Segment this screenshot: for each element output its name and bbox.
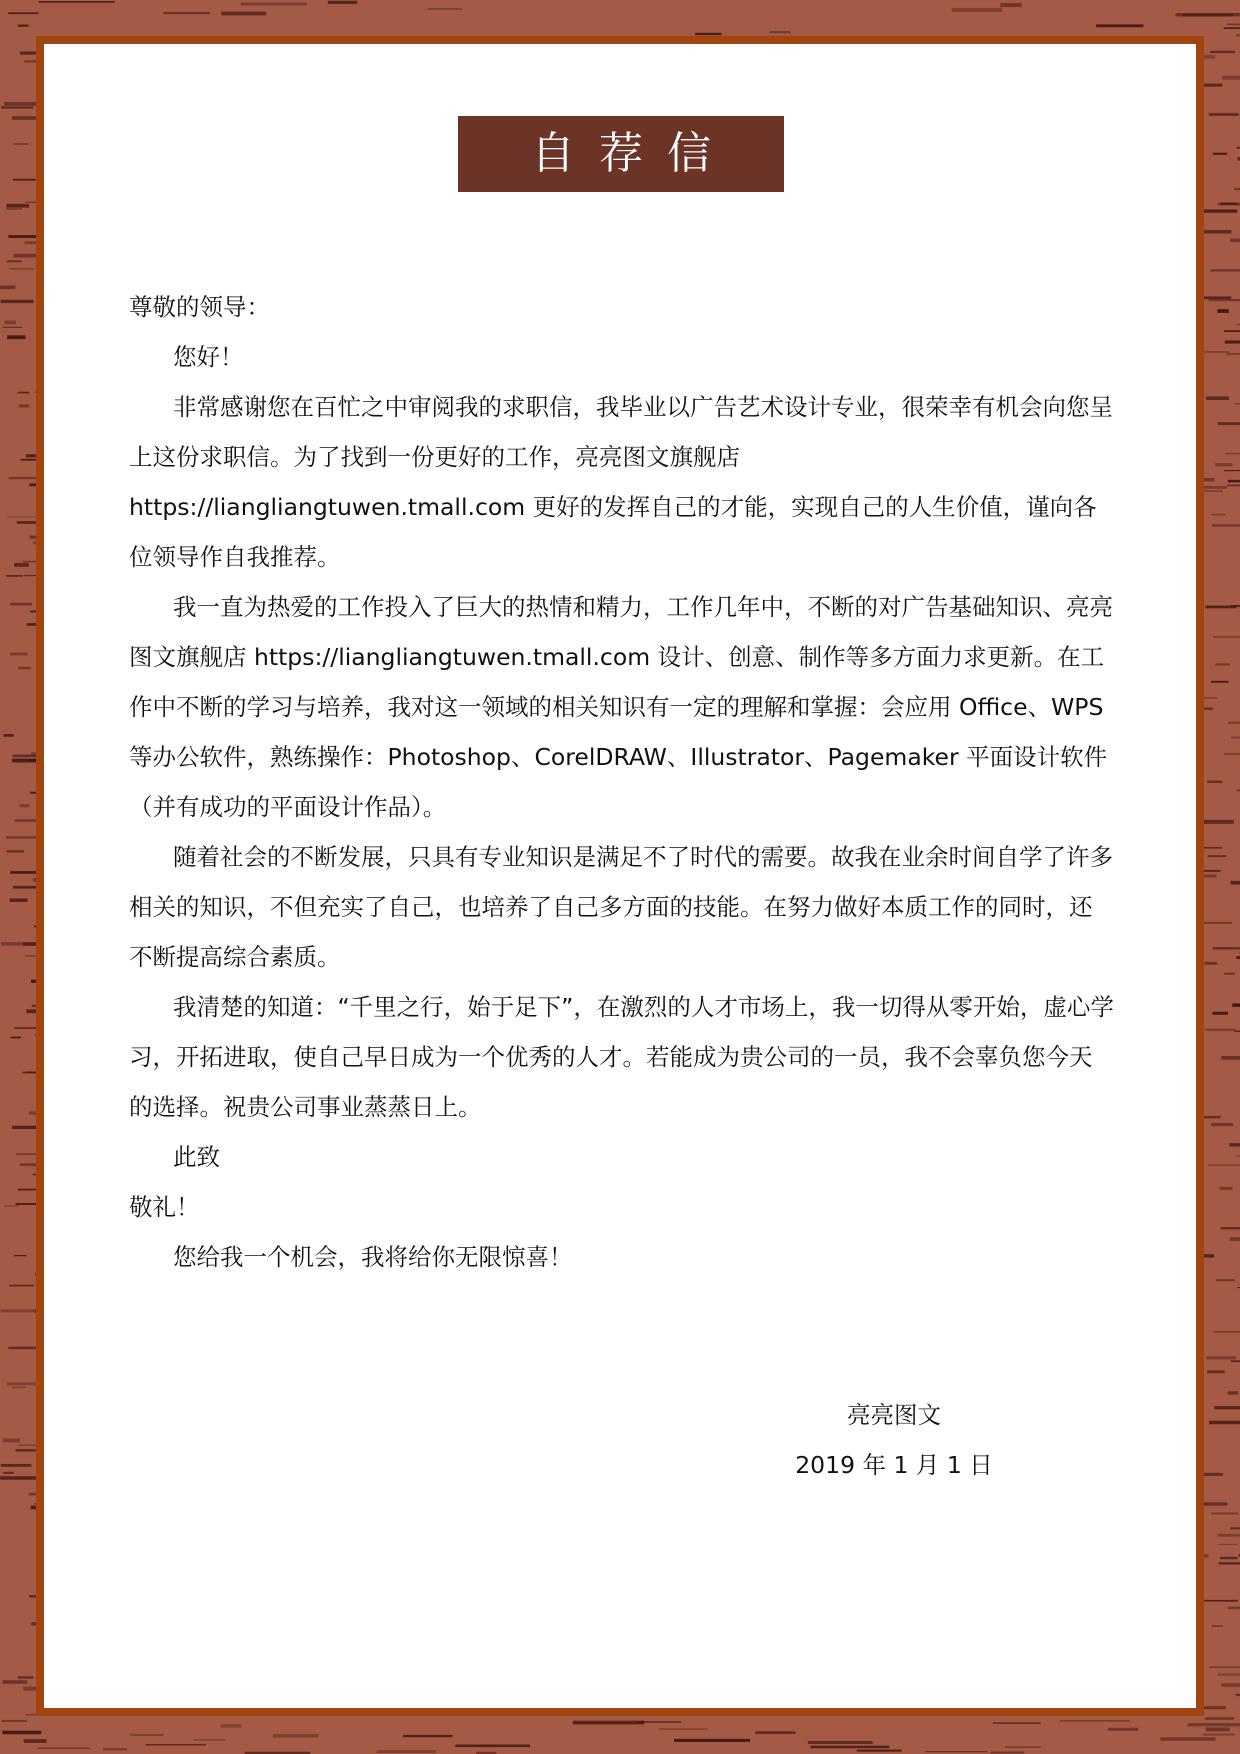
wood-grain-stroke [659,1728,708,1729]
wood-grain-stroke [1231,737,1240,739]
letter-paper [36,36,1204,1716]
wood-grain-stroke [9,268,34,269]
wood-grain-stroke [1227,24,1240,25]
wood-grain-stroke [1183,14,1233,17]
wood-grain-stroke [1213,947,1240,950]
wood-grain-stroke [1203,870,1221,872]
wood-grain-stroke [14,1027,37,1028]
wood-grain-stroke [1227,353,1240,354]
wood-grain-stroke [6,575,23,576]
wood-grain-stroke [1096,24,1143,27]
wood-grain-stroke [1228,722,1240,724]
wood-grain-stroke [8,1347,38,1350]
wood-grain-stroke [1202,1116,1220,1118]
wood-grain-stroke [1211,514,1225,515]
wood-grain-stroke [1221,1683,1240,1687]
wood-grain-stroke [7,260,22,262]
wood-grain-stroke [1228,480,1240,482]
wood-grain-stroke [221,12,266,16]
salutation: 尊敬的领导： [129,293,270,321]
wood-grain-stroke [10,898,28,902]
wood-grain-stroke [18,25,29,27]
signature-name: 亮亮图文 [847,1401,941,1429]
wood-grain-stroke [24,1739,47,1743]
wood-grain-stroke [7,850,25,852]
wood-grain-stroke [39,1,115,3]
wood-grain-stroke [403,1735,453,1737]
wood-grain-stroke [1206,1029,1236,1032]
wood-grain-stroke [1209,113,1239,116]
wood-grain-stroke [10,603,32,606]
wood-grain-stroke [1211,681,1229,683]
wood-grain-stroke [1230,605,1240,607]
wood-grain-stroke [1201,230,1232,234]
wood-grain-stroke [1214,1331,1240,1332]
wood-grain-stroke [1234,403,1240,405]
wood-grain-stroke [1,300,34,303]
wood-grain-stroke [1222,76,1240,80]
wood-grain-stroke [3,734,13,737]
page-title: 自荐信 [458,116,784,192]
postscript: 您给我一个机会，我将给你无限惊喜！ [173,1243,573,1271]
wood-grain-stroke [4,102,37,106]
wood-grain-stroke [1220,1557,1237,1559]
wood-grain-stroke [8,12,38,14]
wood-grain-stroke [1224,470,1240,471]
wood-grain-stroke [1202,1502,1227,1505]
wood-grain-stroke [10,653,28,656]
wood-grain-stroke [3,1680,27,1683]
wood-grain-stroke [1213,636,1240,637]
wood-grain-stroke [1235,1004,1240,1005]
wood-grain-stroke [1108,1728,1139,1731]
wood-grain-stroke [145,1744,205,1745]
wood-grain-stroke [10,871,36,874]
wood-grain-stroke [1212,524,1240,527]
wood-grain-stroke [1221,1056,1240,1060]
wood-grain-stroke [1205,962,1218,965]
wood-grain-stroke [1,106,33,108]
wood-grain-stroke [1231,1360,1240,1362]
wood-grain-stroke [1236,1694,1240,1696]
wood-grain-stroke [7,204,30,208]
wood-grain-stroke [1221,1227,1240,1229]
wood-grain-stroke [1215,663,1230,665]
wood-grain-stroke [1215,463,1232,466]
greeting: 您好！ [173,343,244,371]
wood-grain-stroke [455,1745,530,1748]
wood-grain-stroke [1206,1356,1236,1359]
wood-grain-stroke [376,1750,436,1753]
wood-grain-stroke [1230,1527,1240,1529]
wood-grain-stroke [1,1309,37,1312]
letter-body [129,282,1114,1282]
wood-grain-stroke [1226,453,1240,455]
wood-grain-stroke [14,563,29,567]
wood-grain-stroke [4,321,16,325]
wood-grain-stroke [328,1,357,4]
wood-grain-stroke [6,208,22,210]
wood-grain-stroke [810,1746,889,1749]
wood-grain-stroke [1230,239,1240,242]
wood-grain-stroke [241,3,307,6]
wood-grain-stroke [3,1439,20,1443]
wood-grain-stroke [3,1472,14,1474]
wood-grain-stroke [1211,1123,1233,1126]
wood-grain-stroke [1218,1544,1237,1545]
wood-grain-stroke [6,836,36,839]
wood-grain-stroke [1206,396,1229,400]
wood-grain-stroke [573,1721,644,1725]
wood-grain-stroke [220,1724,241,1727]
wood-grain-stroke [1227,485,1240,486]
wood-grain-stroke [273,1734,319,1738]
wood-grain-stroke [1208,299,1240,301]
wood-grain-stroke [9,1285,34,1287]
wood-grain-stroke [1203,351,1229,353]
wood-grain-stroke [1213,153,1227,155]
wood-grain-stroke [1224,27,1240,29]
wood-grain-stroke [1229,1143,1240,1146]
wood-grain-stroke [1212,1012,1228,1015]
wood-grain-stroke [769,31,791,33]
signature-block [744,1390,1044,1490]
regards: 敬礼！ [129,1193,200,1221]
wood-grain-stroke [1205,1717,1234,1719]
wood-grain-stroke [990,1752,1024,1754]
wood-grain-stroke [1208,855,1227,856]
wood-grain-stroke [1207,1370,1225,1373]
wood-grain-stroke [1224,330,1240,332]
wood-grain-stroke [18,1676,34,1678]
wood-grain-stroke [1,1464,32,1467]
wood-grain-stroke [857,1750,902,1752]
wood-grain-stroke [1211,1626,1223,1627]
wood-grain-stroke [1203,1734,1235,1736]
wood-grain-stroke [808,1741,873,1744]
paragraph: 我一直为热爱的工作投入了巨大的热情和精力，工作几年中，不断的对广告基础知识、亮亮图文旗舰店 https://liangliangtuwen.tmall.com 设计、创意、制作等多方面力求更新。在工作中不断的学习与培养，我对这一领域的相关知识有一定的理解和掌握：会应用 Office、WPS 等办公软件，熟练操作：Photoshop、CorelDRAW、Illustrator、Pagemaker 平面设计软件（并有成功的平面设计作品）。 [129,593,1113,821]
wood-grain-stroke [1201,820,1234,824]
wood-grain-stroke [164,12,210,14]
wood-grain-stroke [4,1205,19,1206]
wood-grain-stroke [2,1731,41,1735]
wood-grain-stroke [1216,1279,1235,1281]
wood-grain-stroke [1220,1187,1233,1190]
wood-grain-stroke [1214,1406,1240,1409]
wood-grain-stroke [0,286,15,290]
wood-grain-stroke [1000,3,1021,7]
wood-grain-stroke [638,1721,681,1723]
wood-grain-stroke [103,1748,127,1750]
wood-grain-stroke [1210,51,1235,53]
wood-grain-stroke [925,1751,987,1752]
wood-grain-stroke [1204,1473,1223,1476]
wood-grain-stroke [1230,881,1240,885]
wood-grain-stroke [1219,1562,1240,1564]
wood-grain-stroke [755,1731,795,1734]
wood-grain-stroke [993,1722,1041,1724]
wood-grain-stroke [674,1739,750,1742]
wood-grain-stroke [1,1720,27,1722]
wood-grain-stroke [1224,973,1235,975]
wood-grain-stroke [3,327,22,328]
wood-grain-stroke [1202,209,1237,212]
paragraph: 非常感谢您在百忙之中审阅我的求职信，我毕业以广告艺术设计专业，很荣幸有机会向您呈上这份求职信。为了找到一份更好的工作，亮亮图文旗舰店 https://liangliangtuwen.tmall.com 更好的发挥自己的才能，实现自己的人生价值，谨向各位领导作自我推荐。 [129,393,1113,571]
wood-grain-stroke [1200,1600,1238,1602]
signature-date: 2019 年 1 月 1 日 [795,1451,993,1479]
wood-grain-stroke [0,1476,40,1480]
wood-grain-stroke [1236,956,1240,959]
wood-grain-stroke [1230,1237,1240,1241]
wood-grain-stroke [12,1387,26,1389]
wood-grain-stroke [1234,188,1240,190]
wood-grain-stroke [13,179,35,181]
wood-grain-stroke [1211,1513,1238,1515]
wood-grain-stroke [1204,1254,1215,1257]
wood-grain-stroke [194,1739,225,1740]
wood-grain-stroke [19,405,29,408]
wood-grain-stroke [1206,1728,1230,1732]
wood-grain-stroke [1217,309,1229,313]
wood-grain-stroke [1236,34,1240,37]
wood-grain-stroke [1218,1534,1240,1537]
wood-grain-stroke [1060,1720,1130,1722]
closing: 此致 [173,1143,220,1171]
wood-grain-stroke [952,8,1003,12]
wood-grain-stroke [1218,422,1240,425]
wood-grain-stroke [14,1255,27,1256]
wood-grain-stroke [1218,1673,1240,1675]
paragraph: 随着社会的不断发展，只具有专业知识是满足不了时代的需要。故我在业余时间自学了许多相关的知识，不但充实了自己，也培养了自己多方面的技能。在努力做好本质工作的同时，还不断提高综合素质。 [129,843,1113,971]
wood-grain-stroke [18,667,31,670]
wood-grain-stroke [1188,1723,1240,1726]
wood-grain-stroke [1211,269,1240,271]
wood-grain-stroke [130,1734,163,1736]
wood-grain-stroke [1160,1737,1215,1740]
wood-grain-stroke [1201,486,1227,489]
wood-grain-stroke [1218,203,1240,206]
wood-grain-stroke [427,8,462,9]
wood-grain-stroke [1209,1421,1240,1425]
wood-grain-stroke [14,143,28,144]
wood-grain-stroke [1228,1607,1240,1610]
wood-grain-stroke [11,1037,21,1039]
wood-grain-stroke [695,33,721,36]
wood-grain-stroke [1005,1746,1041,1747]
wood-grain-stroke [20,804,30,807]
wood-grain-stroke [1228,1391,1239,1394]
wood-grain-stroke [1237,147,1240,149]
wood-grain-stroke [17,392,29,394]
wood-grain-stroke [38,1748,90,1749]
wood-grain-stroke [1208,1165,1240,1166]
wood-grain-stroke [1209,1667,1240,1668]
wood-grain-stroke [1224,753,1240,755]
wood-grain-stroke [7,335,25,339]
wood-grain-stroke [1207,781,1222,784]
paragraph: 我清楚的知道：“千里之行，始于足下”，在激烈的人才市场上，我一切得从零开始，虚心学习，开拓进取，使自己早日成为一个优秀的人才。若能成为贵公司的一员，我不会辜负您今天的选择。祝贵公司事业蒸蒸日上。 [129,993,1114,1121]
wood-grain-stroke [1225,341,1240,344]
wood-grain-stroke [1203,847,1222,849]
